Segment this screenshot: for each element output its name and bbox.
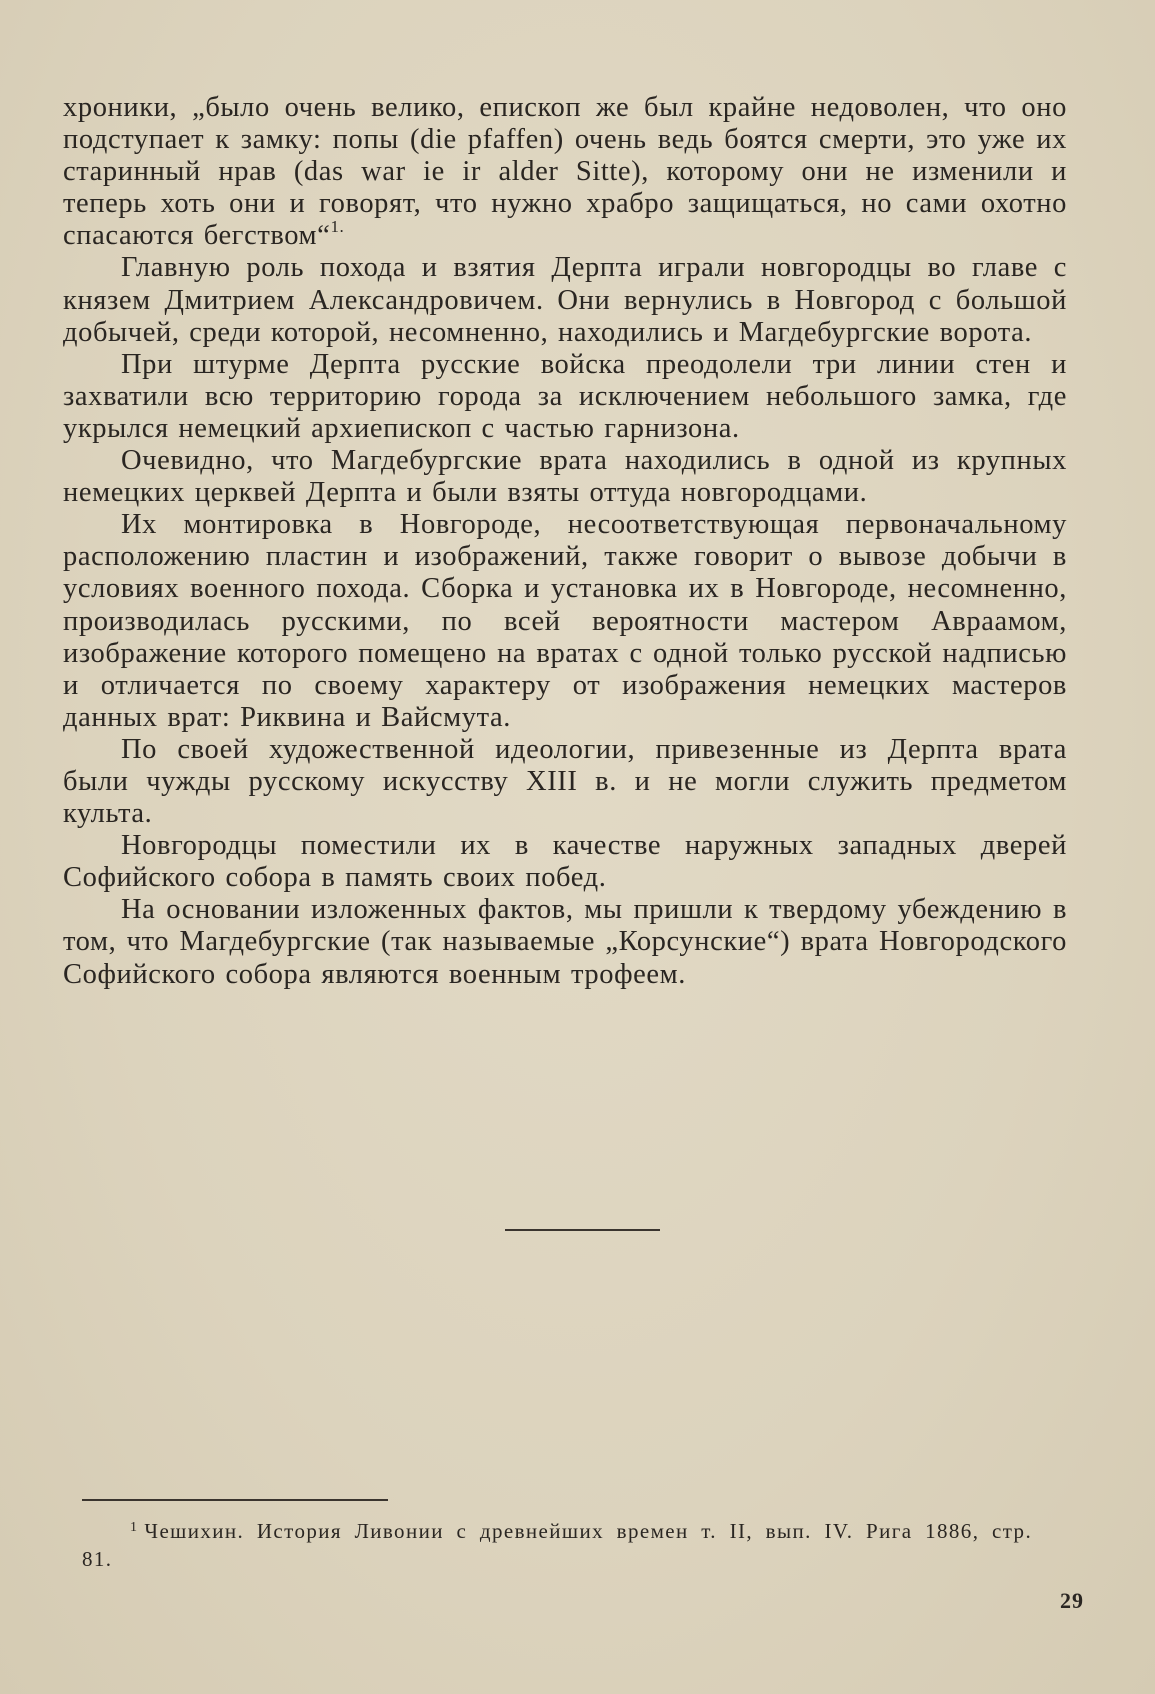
paragraph-1 — [63, 92, 1067, 252]
page-number: 29 — [1060, 1588, 1084, 1613]
footnote — [82, 1514, 1067, 1573]
footnote-separator — [82, 1499, 388, 1501]
paragraph-7: Новгородцы поместили их в качестве наружных западных дверей Софийского собора в память своих побед. — [63, 830, 1067, 894]
paragraph-1-text: хроники, „было очень велико, епископ же был крайне недоволен, что оно подступает к замку: попы (die pfaffen) очень ведь боятся смерти, это уже их старинный нрав (das war ie ir alder Sitte), которому они не изменили и теперь хоть они и говорят, что нужно храбро защищаться, но сами охотно спасаются бегством“ — [63, 92, 1067, 252]
paragraph-3: При штурме Дерпта русские войска преодолели три линии стен и захватили всю территорию города за исключением небольшого замка, где укрылся немецкий архиепископ с частью гарнизона. — [63, 348, 1067, 444]
paragraph-6: По своей художественной идеологии, привезенные из Дерпта врата были чужды русскому искусству XIII в. и не могли служить предметом культа. — [63, 733, 1067, 830]
section-end-rule — [505, 1229, 660, 1231]
footnote-marker: 1 — [130, 1520, 139, 1535]
paragraph-5: Их монтировка в Новгороде, несоответствующая первоначальному расположению пластин и изображений, также говорит о вывозе добычи в условиях военного похода. Сборка и установка их в Новгороде, несомненно, производилась русскими, по всей вероятности мастером Авраамом, изображение которого помещено на вратах с одной только русской надписью и отличается по своему характеру от изображения немецких мастеров данных врат: Риквина и Вайсмута. — [63, 509, 1067, 733]
main-text — [63, 92, 1067, 991]
paragraph-8: На основании изложенных фактов, мы пришли к твердому убеждению в том, что Магдебургские (так называемые „Корсунские“) врата Новгородского Софийского собора являются военным трофеем. — [63, 894, 1067, 990]
paragraph-2: Главную роль похода и взятия Дерпта играли новгородцы во главе с князем Дмитрием Александровичем. Они вернулись в Новгород с большой добычей, среди которой, несомненно, находились и Магдебургские ворота. — [63, 252, 1067, 348]
paragraph-4: Очевидно, что Магдебургские врата находились в одной из крупных немецких церквей Дерпта и были взяты оттуда новгородцами. — [63, 445, 1067, 509]
footnote-reference[interactable]: 1. — [330, 217, 345, 237]
footnote-text: Чешихин. История Ливонии с древнейших времен т. II, вып. IV. Рига 1886, стр. 81. — [82, 1519, 1033, 1571]
